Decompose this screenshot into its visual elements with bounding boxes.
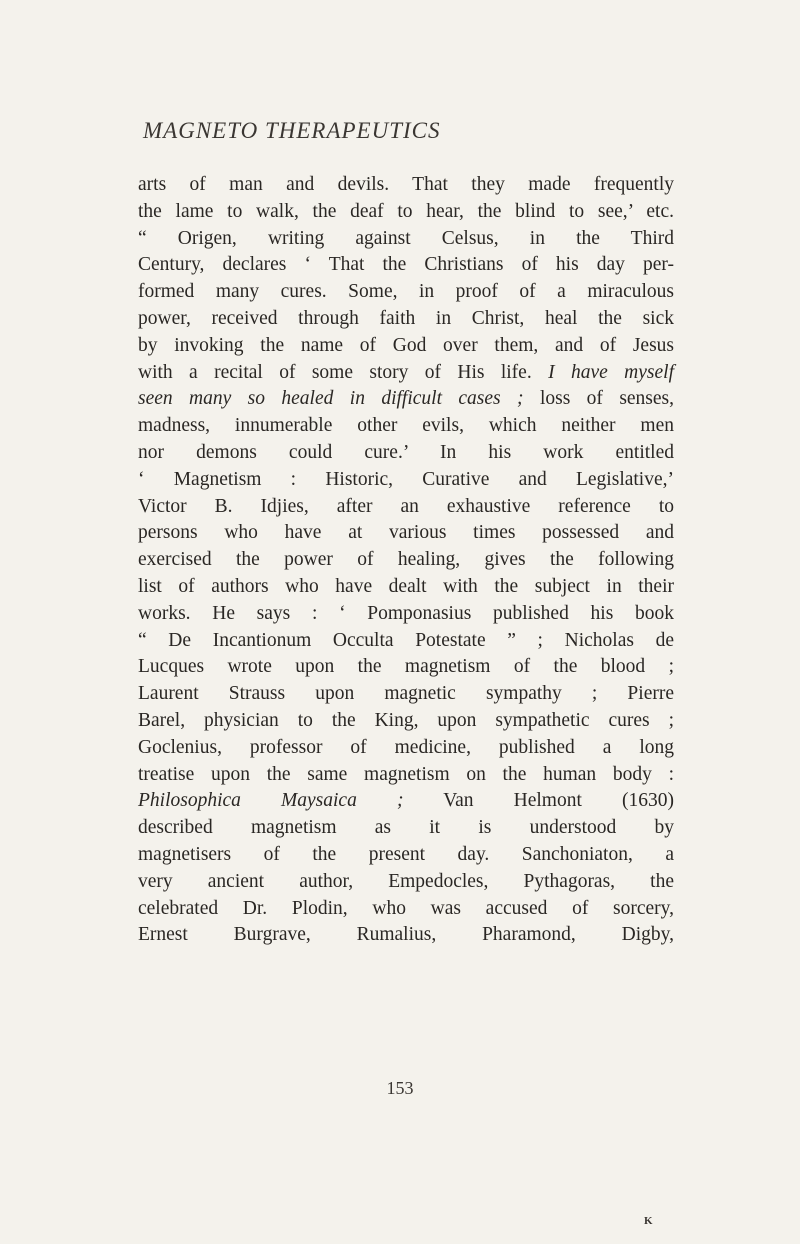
text-line	[138, 601, 674, 628]
line-text: by invoking the name of God over them, and of Jesus	[138, 334, 674, 356]
line-text: Laurent Strauss upon magnetic sympathy ; Pierre	[138, 683, 674, 705]
line-tail: loss of senses,	[539, 388, 675, 410]
italic-phrase: Philosophica Maysaica ;	[138, 790, 404, 812]
line-text: magnetisers of the present day. Sanchoniaton, a	[138, 843, 674, 865]
text-line	[138, 896, 674, 923]
text-line	[138, 252, 674, 279]
line-text: celebrated Dr. Plodin, who was accused of sorcery,	[138, 897, 674, 919]
text-line	[138, 681, 674, 708]
text-line	[138, 494, 674, 521]
line-text: exercised the power of healing, gives the following	[138, 549, 674, 571]
page-number: 153	[386, 1078, 414, 1098]
text-line	[138, 788, 674, 815]
text-line	[138, 654, 674, 681]
text-line	[138, 199, 674, 226]
italic-phrase: seen many so healed in difficult cases ;	[138, 388, 524, 410]
line-text: arts of man and devils. That they made frequently	[138, 174, 674, 195]
text-line	[138, 762, 674, 789]
text-line	[138, 520, 674, 547]
line-text: “ De Incantionum Occulta Potestate ” ; Nicholas de	[138, 629, 674, 651]
text-line	[138, 360, 674, 387]
line-text: Ernest Burgrave, Rumalius, Pharamond, Digby,	[138, 924, 674, 946]
line-text: very ancient author, Empedocles, Pythagoras, the	[138, 870, 674, 892]
line-text: Barel, physician to the King, upon sympathetic cures ;	[138, 709, 674, 731]
line-text: power, received through faith in Christ, heal the sick	[138, 307, 674, 329]
text-line	[138, 440, 674, 467]
line-text: described magnetism as it is understood by	[138, 817, 674, 839]
text-line	[138, 413, 674, 440]
line-text: list of authors who have dealt with the subject in their	[138, 575, 674, 597]
text-line	[138, 869, 674, 896]
text-line	[138, 306, 674, 333]
line-text: “ Origen, writing against Celsus, in the Third	[138, 227, 674, 249]
text-line	[138, 386, 674, 413]
line-text: madness, innumerable other evils, which neither men	[138, 415, 674, 437]
line-text: Goclenius, professor of medicine, published a long	[138, 736, 674, 758]
line-text: the lame to walk, the deaf to hear, the blind to see,’ etc.	[138, 200, 674, 222]
line-text: Lucques wrote upon the magnetism of the blood ;	[138, 656, 674, 678]
line-text: treatise upon the same magnetism on the human body :	[138, 763, 674, 785]
line-text: works. He says : ‘ Pomponasius published his book	[138, 602, 674, 624]
line-text: Victor B. Idjies, after an exhaustive reference to	[138, 495, 674, 517]
running-head: MAGNETO THERAPEUTICS	[143, 118, 441, 143]
text-line	[138, 628, 674, 655]
text-line	[138, 815, 674, 842]
text-line	[138, 172, 674, 199]
text-line	[138, 735, 674, 762]
signature-mark: K	[644, 1215, 653, 1227]
body-text	[138, 172, 674, 949]
line-text: with a recital of some story of His life.	[138, 361, 532, 383]
italic-phrase: I have myself	[548, 361, 674, 383]
text-line	[138, 547, 674, 574]
text-line	[138, 922, 674, 949]
text-line	[138, 574, 674, 601]
line-text: persons who have at various times possessed and	[138, 522, 674, 544]
line-text: nor demons could cure.’ In his work entitled	[138, 441, 674, 463]
text-line	[138, 279, 674, 306]
line-text: formed many cures. Some, in proof of a miraculous	[138, 281, 674, 303]
text-line	[138, 708, 674, 735]
text-line	[138, 842, 674, 869]
line-text: Century, declares ‘ That the Christians of his day per-	[138, 254, 674, 276]
text-line	[138, 467, 674, 494]
text-line	[138, 226, 674, 253]
line-text: ‘ Magnetism : Historic, Curative and Legislative,’	[138, 468, 674, 490]
text-line	[138, 333, 674, 360]
line-tail: Van Helmont (1630)	[443, 790, 674, 812]
